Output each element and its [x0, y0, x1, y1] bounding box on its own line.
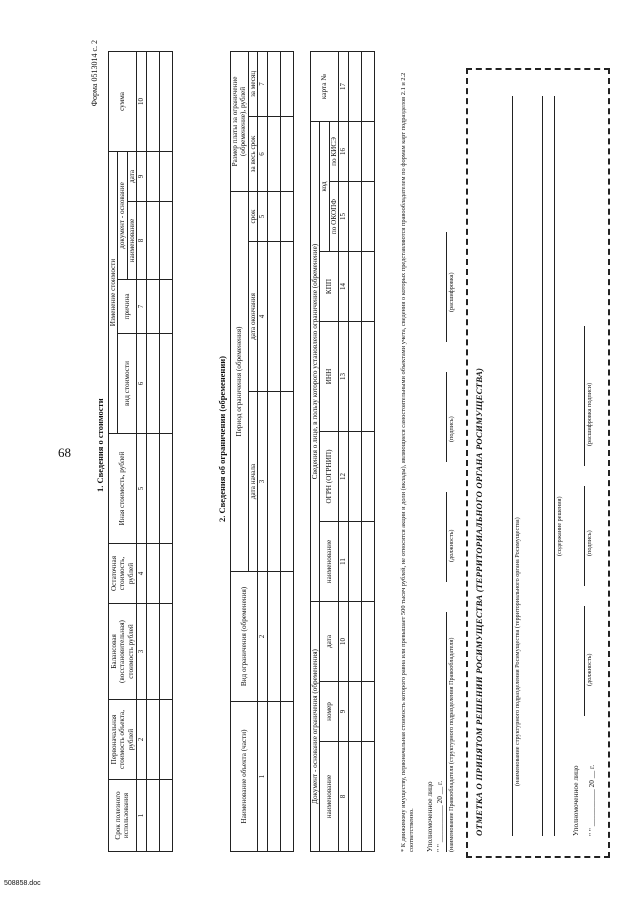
hdr-initial-cost: Первоначальная стоимость объекта, рублей [109, 700, 137, 780]
hdr-inn: ИНН [320, 322, 339, 432]
hdr-cost-kind: вид стоимости [118, 334, 137, 434]
hdr-ogrn: ОГРН (ОГРНИП) [320, 432, 339, 522]
colnum: 7 [136, 280, 146, 334]
hdr-kise: по КИСЭ [329, 122, 338, 182]
hdr-basis-doc: документ - основание [118, 152, 127, 280]
colnum: 11 [338, 522, 348, 602]
mark-role-line [584, 606, 585, 716]
colnum: 9 [338, 682, 348, 742]
hdr-doc-date: дата [320, 602, 339, 682]
role-line [446, 492, 447, 582]
colnum: 15 [338, 182, 348, 252]
mark-decode-line [584, 326, 585, 466]
hdr-start: дата начала [248, 392, 257, 572]
mark-authorized-label: Уполномоченное лицо [571, 765, 580, 836]
restriction-table-top [230, 51, 294, 852]
hdr-doc-number: номер [320, 682, 339, 742]
hdr-reason: причина [118, 280, 137, 334]
decode-caption: (расшифровка) [448, 272, 455, 312]
hdr-person-group: Сведения о лице, в пользу которого установлено ограничение (обременение) [311, 122, 320, 602]
hdr-residual-cost: Остаточная стоимость, рублей [109, 544, 137, 604]
colnum: 10 [136, 52, 146, 152]
hdr-doc-group: Документ - основание ограничения (обременения) [311, 602, 320, 852]
colnum: 9 [136, 152, 146, 202]
hdr-doc-name: наименование [320, 742, 339, 852]
colnum: 12 [338, 432, 348, 522]
colnum: 3 [257, 392, 267, 572]
hdr-doc-name: наименование [127, 202, 136, 280]
hdr-end: дата окончания [248, 242, 257, 392]
hdr-fee: Размер платы за ограничение (обременение), рублей [231, 51, 249, 191]
colnum: 5 [136, 434, 146, 544]
decode-line [446, 232, 447, 342]
colnum: 2 [257, 572, 267, 702]
content-line-2 [554, 96, 555, 836]
form-number: Форма 0513014 с. 2 [90, 40, 99, 107]
hdr-card: карта № [311, 52, 339, 122]
hdr-period: Период ограничения (обременения) [231, 192, 249, 572]
section2-title: 2. Сведения об ограничении (обременении) [217, 356, 227, 522]
content-caption: (содержание решения) [556, 496, 563, 556]
colnum: 2 [136, 700, 146, 780]
colnum: 4 [136, 544, 146, 604]
hdr-object-name: Наименование объекта (части) [231, 702, 258, 852]
hdr-useful-life: Срок полезного использования [109, 780, 137, 852]
colnum: 5 [257, 192, 267, 242]
hdr-other-cost: Иная стоимость, рублей [109, 434, 137, 544]
mark-date: " " __________ 20 __ г. [587, 764, 596, 836]
content-line-1 [542, 96, 543, 836]
hdr-sum: сумма [109, 52, 137, 152]
org-caption: (наименование Правообладателя (структурного подразделения Правообладателя) [448, 637, 455, 852]
role-caption: (должность) [448, 529, 455, 562]
colnum: 8 [338, 742, 348, 852]
hdr-restriction-kind: Вид ограничения (обременения) [231, 572, 258, 702]
hdr-okopf: по ОКОПФ [329, 182, 338, 252]
colnum: 1 [257, 702, 267, 852]
hdr-kpp: КПП [320, 252, 339, 322]
sign-line [446, 372, 447, 462]
colnum: 6 [257, 117, 267, 192]
cost-table [108, 51, 173, 852]
sign-caption: (подпись) [448, 416, 455, 442]
colnum: 6 [136, 334, 146, 434]
restriction-table-bottom [310, 51, 375, 852]
hdr-balance-cost: Балансовая (восстановительная) стоимость рублей [109, 604, 137, 700]
colnum: 17 [338, 52, 348, 122]
page-number: 68 [58, 445, 71, 460]
mark-sign-caption: (подпись) [586, 530, 593, 556]
unit-line [512, 96, 513, 836]
hdr-fee-month: за месяц [248, 51, 257, 116]
hdr-cost-change: Изменение стоимости [109, 152, 118, 434]
colnum: 10 [338, 602, 348, 682]
colnum: 14 [338, 252, 348, 322]
colnum: 8 [136, 202, 146, 280]
hdr-fee-total: за весь срок [248, 117, 257, 192]
hdr-doc-date: дата [127, 152, 136, 202]
colnum: 7 [257, 51, 267, 116]
mark-role-caption: (должность) [586, 653, 593, 686]
colnum: 13 [338, 322, 348, 432]
footnote: * К движимому имуществу, первоначальная стоимость которого равна или превышает 500 тысяч рублей, не относятся акции и доли (вклады), являющиеся самостоятельными объектами учета, сведения о которых представляются правообладателем по формам карт подразделов 2.1 и 2.2 соответственно. [400, 72, 415, 852]
sign-date: " " __________ 20 __ г. [435, 780, 444, 852]
rotated-form [90, 32, 610, 852]
rosimushchestvo-mark-box [466, 68, 610, 858]
mark-decode-caption: (расшифровка подписи) [586, 382, 593, 446]
colnum: 3 [136, 604, 146, 700]
hdr-code: код [320, 122, 329, 252]
colnum: 16 [338, 122, 348, 182]
doc-filename: 508858.doc [4, 880, 41, 887]
mark-sign-line [584, 486, 585, 586]
hdr-person-name: наименование [320, 522, 339, 602]
section1-title: 1. Сведения о стоимости [95, 398, 105, 492]
mark-title: ОТМЕТКА О ПРИНЯТОМ РЕШЕНИИ РОСИМУЩЕСТВА (ТЕРРИТОРИАЛЬНОГО ОРГАНА РОСИМУЩЕСТВА) [474, 367, 484, 836]
org-line [446, 612, 447, 852]
authorized-person-label: Уполномоченное лицо [425, 781, 434, 852]
unit-caption: (наименование структурного подразделения Росимущества (территориального органа Росимущества) [514, 517, 521, 786]
colnum: 1 [136, 780, 146, 852]
colnum: 4 [257, 242, 267, 392]
hdr-term: срок [248, 192, 257, 242]
